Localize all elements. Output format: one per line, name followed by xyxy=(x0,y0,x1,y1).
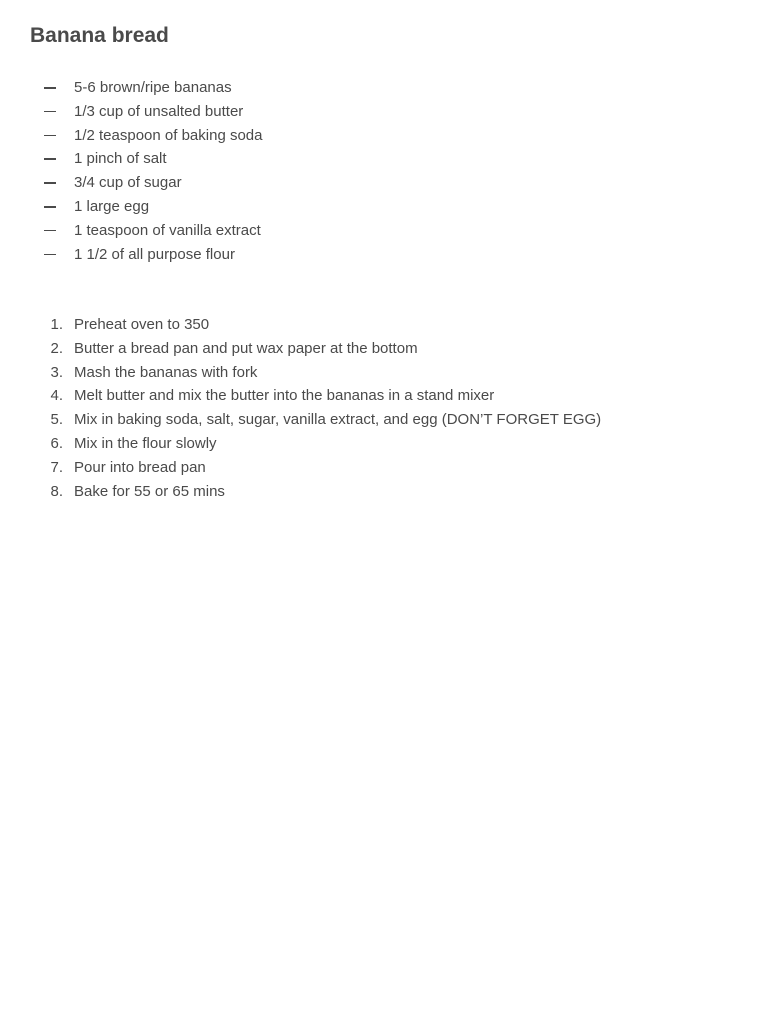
ingredient-text[interactable]: 3/4 cup of sugar xyxy=(74,174,182,192)
ingredient-text[interactable]: 1 large egg xyxy=(74,197,150,215)
step-number: 3. xyxy=(50,363,63,381)
dash-bullet-icon xyxy=(44,135,56,137)
dash-bullet-icon xyxy=(44,87,56,89)
dash-bullet-icon xyxy=(44,158,56,160)
dash-bullet-icon xyxy=(44,230,56,232)
step-text[interactable]: Butter a bread pan and put wax paper at the bottom xyxy=(74,339,418,357)
step-number: 7. xyxy=(50,458,63,476)
ingredient-text[interactable]: 1 pinch of salt xyxy=(74,150,167,168)
step-text[interactable]: Bake for 55 or 65 mins xyxy=(74,482,225,500)
step-number: 1. xyxy=(50,316,63,333)
ingredient-text[interactable]: 1 1/2 of all purpose flour xyxy=(74,245,235,263)
step-text[interactable]: Pour into bread pan xyxy=(74,458,206,476)
ingredient-text[interactable]: 1/3 cup of unsalted butter xyxy=(74,102,244,120)
ingredient-text[interactable]: 1/2 teaspoon of baking soda xyxy=(74,126,263,144)
step-number: 4. xyxy=(50,387,63,405)
step-number: 2. xyxy=(50,339,63,357)
step-text[interactable]: Mash the bananas with fork xyxy=(74,363,258,381)
step-number: 5. xyxy=(50,411,63,429)
dash-bullet-icon xyxy=(44,206,56,208)
step-number: 8. xyxy=(50,482,63,500)
step-text[interactable]: Mix in baking soda, salt, sugar, vanilla extract, and egg (DON’T FORGET EGG) xyxy=(74,411,602,429)
dash-bullet-icon xyxy=(44,111,56,113)
ingredient-text[interactable]: 1 teaspoon of vanilla extract xyxy=(74,221,261,239)
note-title[interactable]: Banana bread xyxy=(30,24,169,47)
step-text[interactable]: Preheat oven to 350 xyxy=(74,316,210,333)
ingredient-text[interactable]: 5-6 brown/ripe bananas xyxy=(74,79,232,96)
step-number: 6. xyxy=(50,434,63,452)
step-text[interactable]: Melt butter and mix the butter into the bananas in a stand mixer xyxy=(74,387,495,405)
dash-bullet-icon xyxy=(44,254,56,256)
dash-bullet-icon xyxy=(44,182,56,184)
step-text[interactable]: Mix in the flour slowly xyxy=(74,434,217,452)
